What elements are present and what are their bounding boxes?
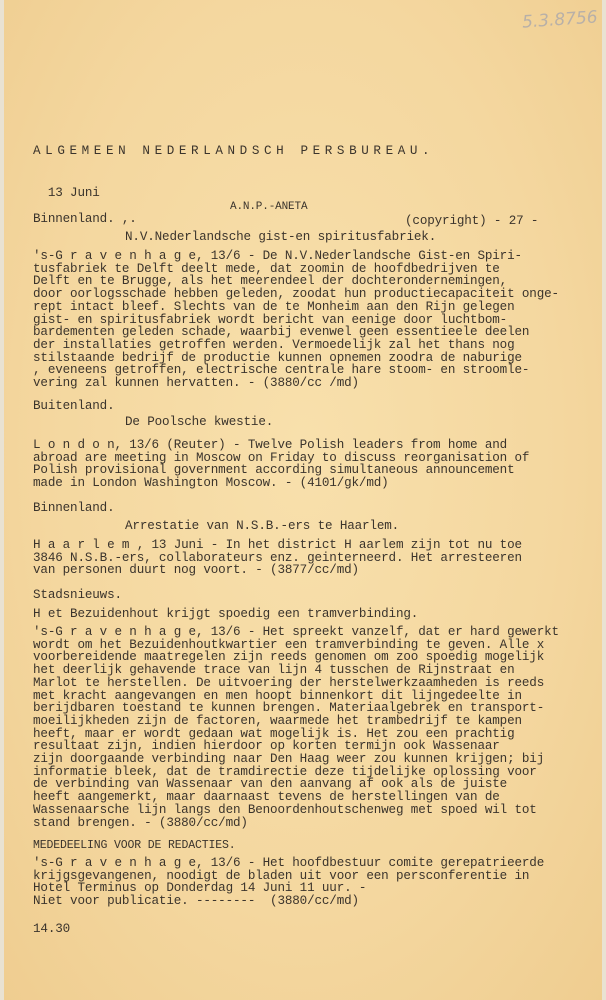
text-line: L o n d o n, 13/6 (Reuter) - Twelve Polish leaders from home and: [33, 438, 508, 452]
archive-number: 5.3.8756: [521, 7, 599, 33]
text-line: de verbinding van Wassenaar van den aanvang af ook als de juiste: [33, 777, 508, 792]
text-line: informatie bleek, dat de tramdirectie deze tijdelijke oplossing voor: [33, 764, 537, 779]
article-title: H et Bezuidenhout krijgt spoedig een tramverbinding.: [33, 607, 419, 621]
page-edge-left: [0, 0, 4, 1000]
text-line: H a a r l e m , 13 Juni - In het district H aarlem zijn tot nu toe: [33, 538, 522, 552]
text-line: Delft en te Brugge, als het meerendeel der dochterondernemingen,: [33, 274, 508, 289]
text-line: der installaties getroffen werden. Vermoedelijk zal het thans nog: [33, 337, 515, 352]
agency: A.N.P.-ANETA: [230, 200, 308, 213]
date: 13 Juni: [47, 185, 100, 200]
text-line: het deerlijk gehavende trace van lijn 4 tusschen de Rijnstraat en: [33, 663, 515, 678]
text-line: Niet voor publicatie. -------- (3880/cc/md): [33, 894, 359, 909]
text-line: Wassenaarsche lijn langs den Benoordenhoutschenweg met spoed wil tot: [33, 802, 537, 817]
text-line: door oorlogsschade hebben geleden, zoodat hun productiecapaciteit onge-: [33, 287, 559, 302]
footer-time: 14.30: [33, 922, 71, 936]
copyright: (copyright) - 27 -: [405, 213, 539, 228]
text-line: , eveneens getroffen, electrische centrale hare stoom- en stroomle-: [33, 363, 530, 378]
text-line: bardementen geleden schade, waarbij evenwel geen essentieele deelen: [33, 325, 530, 340]
text-line: berijdbaren toestand te kunnen brengen. Materiaalgebrek en transport-: [33, 701, 545, 716]
text-line: moeilijkheden zijn de factoren, waarmede het trambedrijf te kampen: [33, 713, 522, 728]
text-line: stilstaande bedrijf de productie kunnen opnemen zoodra de naburige: [33, 350, 522, 365]
section-heading: Buitenland.: [33, 399, 115, 413]
article-body: [33, 539, 522, 577]
bureau-title: ALGEMEEN NEDERLANDSCH PERSBUREAU.: [33, 144, 435, 158]
text-line: stand brengen. - (3880/cc/md): [33, 815, 248, 830]
text-line: Hotel Terminus op Donderdag 14 Juni 11 uur. -: [33, 881, 367, 896]
text-line: Marlot te herstellen. De uitvoering der herstelwerkzaamheden is reeds: [33, 675, 545, 690]
text-line: wordt om het Bezuidenhoutkwartier een tramverbinding te geven. Alle x: [33, 637, 545, 652]
text-line: rept intact bleef. Slechts van de te Monheim aan den Rijn gelegen: [33, 299, 515, 314]
text-line: krijgsgevangenen, noodigt de bladen uit voor een persconferentie in: [33, 868, 530, 883]
article-body: [33, 439, 529, 490]
text-line: van personen duurt nog voort. - (3877/cc/md): [33, 563, 359, 578]
text-line: 's-G r a v e n h a g e, 13/6 - Het spreekt vanzelf, dat er hard gewerkt: [33, 625, 559, 639]
text-line: voorbereidende maatregelen zijn reeds genomen om zoo spoedig mogelijk: [33, 650, 545, 665]
text-line: met kracht aangevangen en men hoopt binnenkort dit lijngedeelte in: [33, 688, 522, 703]
article-body: [33, 857, 544, 908]
text-line: made in London Washington Moscow. - (4101/gk/md): [33, 476, 389, 491]
section-heading: Binnenland. ,.: [33, 212, 137, 226]
section-heading: Binnenland.: [33, 501, 115, 515]
text-line: heeft aangemerkt, maar daarnaast tevens de herstellingen van de: [33, 790, 500, 805]
article-title: N.V.Nederlandsche gist-en spiritusfabriek.: [125, 230, 437, 244]
text-line: abroad are meeting in Moscow on Friday to discuss reorganisation of: [33, 450, 530, 465]
text-line: tusfabriek te Delft deelt mede, dat zoomin de hoofdbedrijven te: [33, 261, 500, 276]
text-line: zijn doorgaande verbinding naar Den Haag weer zou kunnen krijgen; bij: [33, 752, 545, 767]
text-line: vering zal kunnen hervatten. - (3880/cc /md): [33, 376, 359, 391]
article-title: De Poolsche kwestie.: [125, 415, 274, 429]
section-heading: MEDEDEELING VOOR DE REDACTIES.: [33, 839, 236, 852]
text-line: 3846 N.S.B.-ers, collaborateurs enz. geinterneerd. Het arresteeren: [33, 550, 522, 565]
text-line: 's-G r a v e n h a g e, 13/6 - Het hoofdbestuur comite gerepatrieerde: [33, 856, 545, 870]
article-body: [33, 250, 559, 390]
article-title: Arrestatie van N.S.B.-ers te Haarlem.: [125, 519, 400, 533]
page-edge-right: [602, 0, 606, 1000]
section-heading: Stadsnieuws.: [33, 588, 122, 602]
article-body: [33, 626, 559, 829]
text-line: resultaat zijn, indien hierdoor op korten termijn ook Wassenaar: [33, 739, 500, 754]
text-line: gist- en spiritusfabriek wordt bericht van eenige door luchtbom-: [33, 312, 508, 327]
text-line: 's-G r a v e n h a g e, 13/6 - De N.V.Nederlandsche Gist-en Spiri-: [33, 249, 522, 263]
text-line: heeft, maar er wordt gedaan wat mogelijk is. Het zou een prachtig: [33, 726, 515, 741]
text-line: Polish provisional government according simultaneous announcement: [33, 463, 515, 478]
